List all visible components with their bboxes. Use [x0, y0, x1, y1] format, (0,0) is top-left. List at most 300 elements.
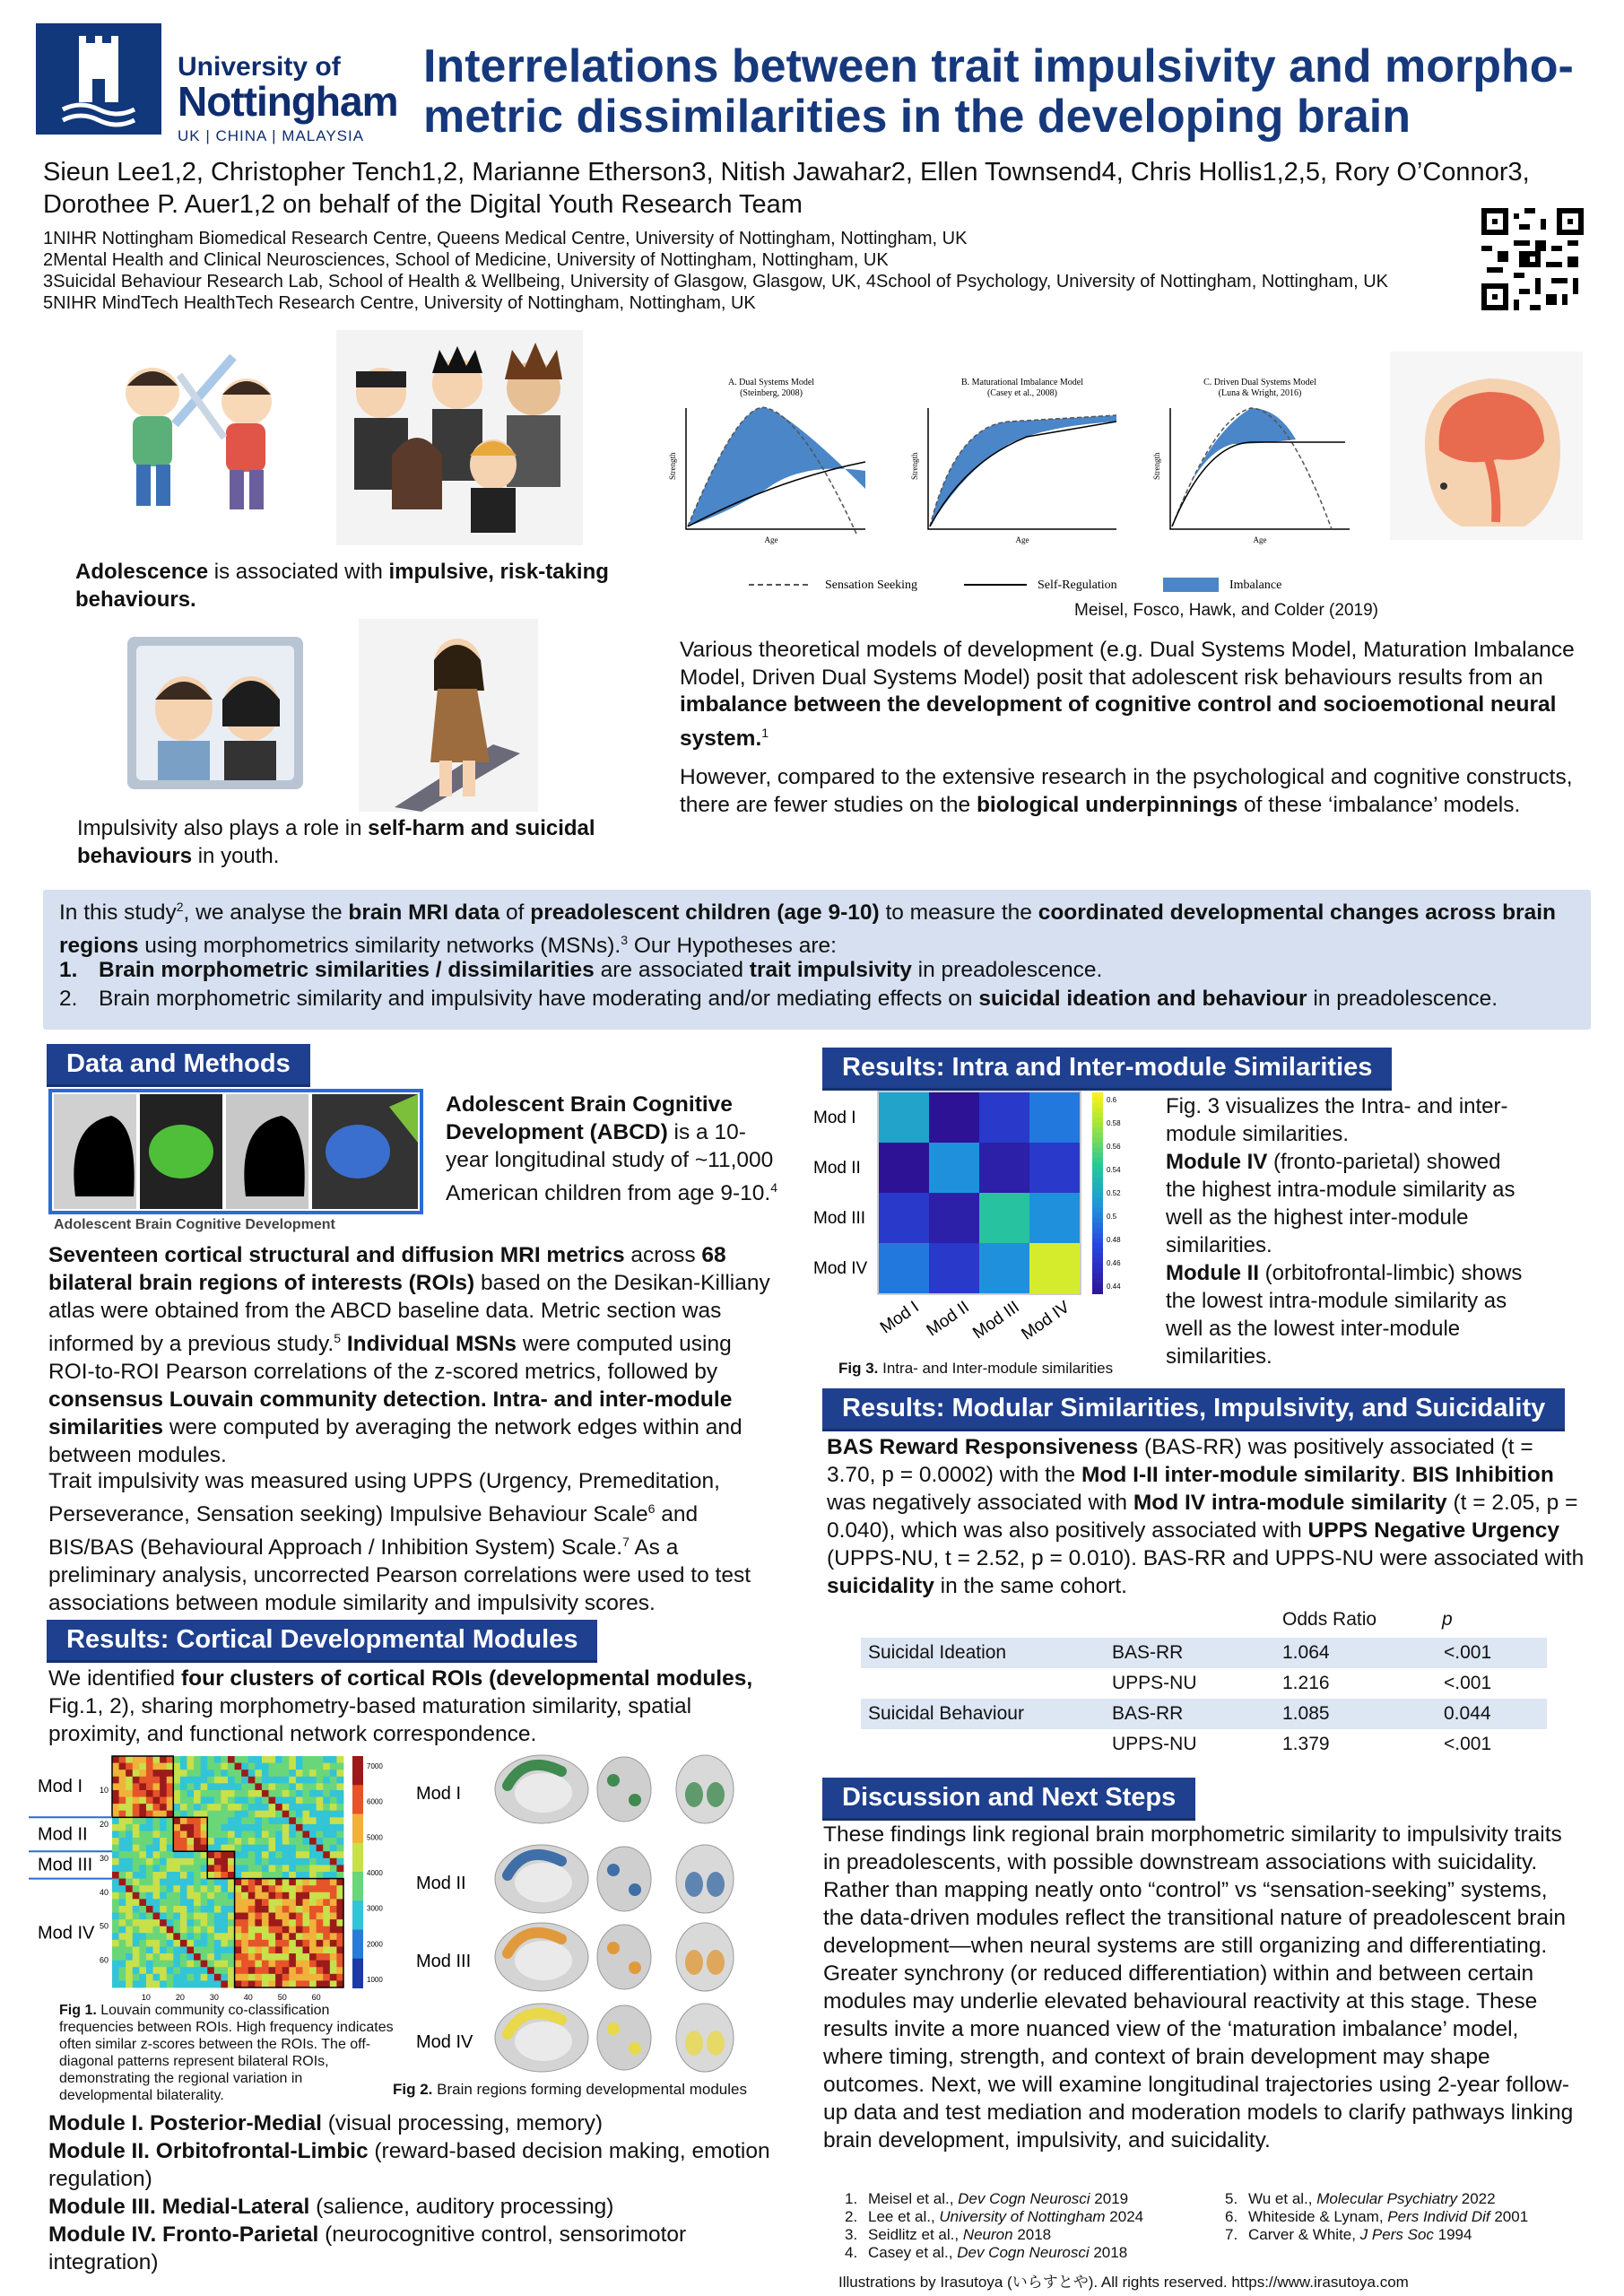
fig1-coclassification-matrix: [27, 1747, 404, 2034]
matrix-cell: [248, 1838, 256, 1845]
matrix-cell: [146, 1845, 153, 1852]
matrix-cell: [146, 1851, 153, 1858]
matrix-cell: [133, 1885, 140, 1892]
matrix-cell: [139, 1879, 146, 1886]
matrix-cell: [275, 1933, 282, 1940]
matrix-cell: [187, 1974, 194, 1981]
matrix-cell: [221, 1804, 228, 1811]
matrix-cell: [336, 1783, 343, 1790]
matrix-cell: [323, 1783, 330, 1790]
matrix-cell: [262, 1879, 269, 1886]
matrix-cell: [221, 1763, 228, 1770]
matrix-cell: [323, 1892, 330, 1900]
matrix-cell: [248, 1946, 256, 1953]
matrix-cell: [289, 1967, 296, 1974]
matrix-cell: [173, 1838, 180, 1845]
matrix-cell: [201, 1872, 208, 1879]
matrix-cell: [282, 1845, 290, 1852]
matrix-cell: [119, 1790, 126, 1797]
matrix-cell: [336, 1858, 343, 1866]
matrix-cell: [187, 1783, 194, 1790]
matrix-cell: [241, 1913, 248, 1920]
matrix-cell: [296, 1980, 303, 1987]
heatmap-row-label: Mod III: [813, 1209, 866, 1228]
matrix-cell: [167, 1919, 174, 1926]
matrix-cell: [146, 1913, 153, 1920]
matrix-cell: [228, 1770, 235, 1777]
matrix-cell: [282, 1913, 290, 1920]
matrix-cell: [336, 1790, 343, 1797]
matrix-cell: [221, 1967, 228, 1974]
matrix-cell: [241, 1940, 248, 1947]
matrix-cell: [228, 1777, 235, 1784]
matrix-cell: [336, 1980, 343, 1987]
table-header-odds: Odds Ratio: [1282, 1609, 1377, 1630]
matrix-cell: [275, 1770, 282, 1777]
matrix-cell: [336, 1919, 343, 1926]
model-a-xlabel: Age: [764, 535, 778, 544]
modular-text: BAS Reward Responsiveness (BAS-RR) was positively associated (t = 3.70, p = 0.0002) with the Mod I-II inter-module similarity. BIS Inhibition was negatively associated with Mod IV intra-module similarity (t = 2.05, p = 0.040), which was also positively associated with UPPS Negative Urgency (UPPS-NU, t = 2.52, p = 0.010). BAS-RR and UPPS-NU were associated with suicidality in the same cohort.: [827, 1435, 1585, 1598]
matrix-cell: [248, 1953, 256, 1961]
heatmap-cell: [979, 1092, 1029, 1143]
matrix-cell: [201, 1811, 208, 1818]
matrix-cell: [194, 1899, 201, 1906]
matrix-cell: [262, 1797, 269, 1805]
matrix-cell: [126, 1967, 133, 1974]
matrix-cell: [201, 1913, 208, 1920]
matrix-cell: [235, 1783, 242, 1790]
colorbar-tick: 0.48: [1107, 1236, 1121, 1244]
matrix-cell: [187, 1824, 194, 1831]
matrix-cell: [255, 1777, 262, 1784]
model-title-a: A. Dual Systems Model: [727, 378, 815, 387]
matrix-cell: [289, 1919, 296, 1926]
matrix-cell: [275, 1913, 282, 1920]
matrix-cell: [302, 1974, 309, 1981]
matrix-cell: [201, 1763, 208, 1770]
matrix-cell: [317, 1824, 324, 1831]
brain-top: [597, 1925, 651, 1989]
matrix-cell: [262, 1865, 269, 1872]
matrix-cell: [153, 1926, 161, 1934]
matrix-cell: [302, 1940, 309, 1947]
matrix-cell: [228, 1933, 235, 1940]
colorbar-tick: 0.5: [1107, 1213, 1117, 1221]
matrix-cell: [112, 1872, 119, 1879]
matrix-cell: [269, 1933, 276, 1940]
matrix-cell: [119, 1980, 126, 1987]
matrix-cell: [133, 1797, 140, 1805]
matrix-cell: [133, 1926, 140, 1934]
matrix-cell: [194, 1797, 201, 1805]
matrix-cell: [248, 1783, 256, 1790]
matrix-cell: [133, 1838, 140, 1845]
module-region: [629, 1883, 641, 1896]
matrix-cell: [228, 1817, 235, 1824]
matrix-cell: [207, 1811, 214, 1818]
matrix-cell: [241, 1817, 248, 1824]
matrix-cell: [323, 1953, 330, 1961]
matrix-cell: [207, 1885, 214, 1892]
matrix-cell: [296, 1974, 303, 1981]
matrix-cell: [296, 1892, 303, 1900]
matrix-cell: [214, 1892, 221, 1900]
matrix-cell: [126, 1885, 133, 1892]
qr-code[interactable]: [1481, 208, 1584, 310]
matrix-cell: [201, 1858, 208, 1866]
matrix-cell: [269, 1783, 276, 1790]
matrix-cell: [126, 1865, 133, 1872]
matrix-cell: [235, 1899, 242, 1906]
matrix-cell: [275, 1961, 282, 1968]
matrix-colorbar-segment: [352, 1785, 363, 1814]
matrix-cell: [167, 1961, 174, 1968]
matrix-cell: [275, 1906, 282, 1913]
matrix-cell: [282, 1899, 290, 1906]
matrix-cell: [317, 1946, 324, 1953]
matrix-cell: [289, 1763, 296, 1770]
matrix-cell: [235, 1858, 242, 1866]
matrix-cell: [153, 1892, 161, 1900]
matrix-cell: [201, 1756, 208, 1763]
matrix-cell: [282, 1811, 290, 1818]
matrix-cell: [221, 1831, 228, 1838]
matrix-cell: [302, 1811, 309, 1818]
matrix-cell: [214, 1879, 221, 1886]
matrix-cell: [228, 1892, 235, 1900]
matrix-cell: [336, 1797, 343, 1805]
matrix-cell: [275, 1824, 282, 1831]
matrix-cell: [282, 1906, 290, 1913]
matrix-cell: [139, 1838, 146, 1845]
matrix-cell: [207, 1797, 214, 1805]
matrix-cell: [336, 1892, 343, 1900]
matrix-cell: [153, 1763, 161, 1770]
matrix-cell: [167, 1865, 174, 1872]
matrix-cell: [221, 1817, 228, 1824]
matrix-cell: [160, 1851, 167, 1858]
abcd-text: Adolescent Brain Cognitive Development (ABCD) is a 10-year longitudinal study of ~11,000 American children from age 9-10.$^4$: [446, 1092, 778, 1206]
matrix-cell: [126, 1961, 133, 1968]
matrix-cell: [289, 1817, 296, 1824]
matrix-cell: [126, 1845, 133, 1852]
matrix-cell: [160, 1777, 167, 1784]
matrix-cell: [139, 1770, 146, 1777]
matrix-cell: [269, 1804, 276, 1811]
matrix-cell: [133, 1974, 140, 1981]
matrix-cell: [119, 1783, 126, 1790]
table-cell: 1.064: [1282, 1642, 1330, 1663]
matrix-cell: [289, 1865, 296, 1872]
hypothesis-2: 2. Brain morphometric similarity and impulsivity have moderating and/or mediating effects on suicidal ideation and behaviour in preadolescence.: [59, 987, 1498, 1011]
matrix-cell: [228, 1980, 235, 1987]
matrix-cell: [173, 1783, 180, 1790]
matrix-cell: [241, 1811, 248, 1818]
matrix-cell: [221, 1811, 228, 1818]
matrix-cell: [126, 1919, 133, 1926]
matrix-cell: [296, 1906, 303, 1913]
matrix-cell: [235, 1763, 242, 1770]
matrix-cell: [289, 1885, 296, 1892]
matrix-colorbar-tick: 4000: [367, 1869, 383, 1877]
matrix-cell: [201, 1838, 208, 1845]
matrix-cell: [133, 1946, 140, 1953]
matrix-cell: [126, 1892, 133, 1900]
matrix-cell: [241, 1980, 248, 1987]
matrix-cell: [126, 1913, 133, 1920]
matrix-cell: [248, 1899, 256, 1906]
matrix-cell: [309, 1790, 317, 1797]
matrix-cell: [180, 1967, 187, 1974]
matrix-cell: [187, 1926, 194, 1934]
matrix-cell: [289, 1953, 296, 1961]
matrix-cell: [214, 1838, 221, 1845]
matrix-cell: [119, 1811, 126, 1818]
matrix-cell: [275, 1804, 282, 1811]
matrix-colorbar-tick: 7000: [367, 1762, 383, 1770]
matrix-cell: [228, 1858, 235, 1866]
matrix-cell: [262, 1777, 269, 1784]
matrix-cell: [336, 1831, 343, 1838]
matrix-cell: [133, 1858, 140, 1866]
matrix-cell: [282, 1783, 290, 1790]
matrix-cell: [214, 1824, 221, 1831]
matrix-cell: [139, 1804, 146, 1811]
matrix-cell: [302, 1770, 309, 1777]
matrix-cell: [160, 1933, 167, 1940]
matrix-cell: [173, 1879, 180, 1886]
matrix-cell: [302, 1879, 309, 1886]
matrix-cell: [323, 1838, 330, 1845]
matrix-cell: [201, 1817, 208, 1824]
matrix-cell: [282, 1885, 290, 1892]
matrix-cell: [289, 1770, 296, 1777]
matrix-cell: [187, 1838, 194, 1845]
matrix-cell: [146, 1980, 153, 1987]
matrix-cell: [282, 1961, 290, 1968]
affiliation-1: 1NIHR Nottingham Biomedical Research Centre, Queens Medical Centre, University of Nottingham, Nottingham, UK: [43, 229, 968, 248]
matrix-cell: [282, 1892, 290, 1900]
matrix-cell: [235, 1885, 242, 1892]
matrix-cell: [248, 1919, 256, 1926]
matrix-cell: [133, 1980, 140, 1987]
module-region: [685, 2031, 703, 2056]
matrix-cell: [235, 1777, 242, 1784]
matrix-cell: [282, 1967, 290, 1974]
heatmap-row-label: Mod IV: [813, 1259, 868, 1278]
matrix-cell: [221, 1961, 228, 1968]
matrix-cell: [302, 1831, 309, 1838]
matrix-cell: [173, 1946, 180, 1953]
matrix-cell: [269, 1967, 276, 1974]
logo-line3: UK | CHINA | MALAYSIA: [178, 127, 365, 144]
matrix-cell: [241, 1770, 248, 1777]
matrix-cell: [309, 1858, 317, 1866]
matrix-cell: [180, 1980, 187, 1987]
matrix-cell: [228, 1961, 235, 1968]
matrix-cell: [112, 1906, 119, 1913]
matrix-cell: [167, 1783, 174, 1790]
matrix-cell: [112, 1756, 119, 1763]
matrix-cell: [289, 1824, 296, 1831]
references-right: [1225, 2190, 1528, 2244]
matrix-cell: [119, 1913, 126, 1920]
matrix-cell: [323, 1974, 330, 1981]
matrix-cell: [146, 1933, 153, 1940]
matrix-cell: [323, 1763, 330, 1770]
matrix-cell: [119, 1926, 126, 1934]
matrix-cell: [221, 1913, 228, 1920]
matrix-cell: [289, 1933, 296, 1940]
matrix-y-tick: 10: [99, 1785, 109, 1795]
matrix-cell: [173, 1919, 180, 1926]
matrix-cell: [330, 1926, 337, 1934]
matrix-cell: [241, 1899, 248, 1906]
matrix-cell: [201, 1783, 208, 1790]
matrix-cell: [112, 1845, 119, 1852]
matrix-cell: [269, 1770, 276, 1777]
matrix-cell: [160, 1838, 167, 1845]
matrix-cell: [302, 1913, 309, 1920]
matrix-cell: [255, 1817, 262, 1824]
matrix-cell: [194, 1913, 201, 1920]
matrix-cell: [296, 1770, 303, 1777]
models-text-2: However, compared to the extensive research in the psychological and cognitive constructs, there are fewer studies on the biological underpinnings of these ‘imbalance’ models.: [680, 765, 1573, 817]
matrix-cell: [160, 1831, 167, 1838]
matrix-cell: [309, 1980, 317, 1987]
matrix-cell: [309, 1756, 317, 1763]
matrix-cell: [160, 1824, 167, 1831]
matrix-cell: [187, 1797, 194, 1805]
matrix-cell: [214, 1974, 221, 1981]
matrix-cell: [207, 1980, 214, 1987]
matrix-cell: [119, 1892, 126, 1900]
matrix-x-tick: 40: [243, 1993, 253, 2002]
matrix-cell: [282, 1926, 290, 1934]
matrix-cell: [160, 1940, 167, 1947]
colorbar-tick: 0.58: [1107, 1119, 1121, 1127]
matrix-cell: [235, 1770, 242, 1777]
matrix-cell: [289, 1756, 296, 1763]
matrix-cell: [255, 1892, 262, 1900]
table-cell: 1.216: [1282, 1673, 1330, 1693]
heatmap-cell: [879, 1243, 929, 1293]
matrix-cell: [160, 1906, 167, 1913]
heatmap-cell: [979, 1243, 1029, 1293]
matrix-cell: [160, 1953, 167, 1961]
matrix-cell: [126, 1926, 133, 1934]
matrix-cell: [275, 1974, 282, 1981]
matrix-cell: [180, 1824, 187, 1831]
matrix-cell: [330, 1974, 337, 1981]
matrix-cell: [187, 1763, 194, 1770]
matrix-cell: [228, 1756, 235, 1763]
matrix-cell: [119, 1872, 126, 1879]
matrix-cell: [241, 1885, 248, 1892]
matrix-cell: [323, 1811, 330, 1818]
matrix-colorbar-tick: 1000: [367, 1976, 383, 1984]
matrix-cell: [133, 1953, 140, 1961]
matrix-cell: [187, 1756, 194, 1763]
matrix-cell: [173, 1851, 180, 1858]
matrix-cell: [214, 1913, 221, 1920]
matrix-cell: [153, 1865, 161, 1872]
matrix-cell: [173, 1967, 180, 1974]
matrix-cell: [201, 1974, 208, 1981]
matrix-cell: [167, 1824, 174, 1831]
matrix-cell: [275, 1790, 282, 1797]
matrix-cell: [187, 1892, 194, 1900]
matrix-cell: [309, 1783, 317, 1790]
matrix-cell: [133, 1770, 140, 1777]
matrix-cell: [214, 1940, 221, 1947]
matrix-cell: [330, 1892, 337, 1900]
matrix-cell: [119, 1804, 126, 1811]
matrix-colorbar-segment: [352, 1900, 363, 1930]
matrix-cell: [153, 1790, 161, 1797]
matrix-cell: [153, 1913, 161, 1920]
matrix-cell: [146, 1817, 153, 1824]
fig3-heatmap: [812, 1085, 1166, 1374]
matrix-cell: [228, 1913, 235, 1920]
heatmap-col-label: Mod IV: [1018, 1297, 1073, 1344]
matrix-cell: [269, 1940, 276, 1947]
authors-line1: Sieun Lee1,2, Christopher Tench1,2, Marianne Etherson3, Nitish Jawahar2, Ellen Townsend4, Chris Hollis1,2,5, Rory O’Connor3,: [43, 158, 1530, 187]
logo-line1: University of: [178, 52, 341, 82]
matrix-cell: [207, 1913, 214, 1920]
matrix-cell: [112, 1804, 119, 1811]
matrix-cell: [262, 1804, 269, 1811]
matrix-cell: [289, 1831, 296, 1838]
matrix-cell: [275, 1817, 282, 1824]
matrix-cell: [228, 1953, 235, 1961]
matrix-cell: [207, 1879, 214, 1886]
poster-title-line2: metric dissimilarities in the developing brain: [423, 91, 1411, 143]
matrix-cell: [241, 1967, 248, 1974]
hypotheses-box: [43, 890, 1591, 1030]
matrix-cell: [126, 1804, 133, 1811]
module-region: [629, 1794, 641, 1806]
matrix-cell: [180, 1961, 187, 1968]
matrix-cell: [201, 1777, 208, 1784]
matrix-cell: [187, 1817, 194, 1824]
matrix-cell: [323, 1940, 330, 1947]
matrix-cell: [275, 1777, 282, 1784]
module-3-item: Module III. Medial-Lateral (salience, auditory processing): [48, 2195, 614, 2219]
matrix-cell: [146, 1953, 153, 1961]
matrix-cell: [255, 1797, 262, 1805]
matrix-cell: [112, 1770, 119, 1777]
matrix-cell: [119, 1756, 126, 1763]
matrix-cell: [153, 1879, 161, 1886]
matrix-cell: [207, 1926, 214, 1934]
matrix-cell: [330, 1879, 337, 1886]
matrix-cell: [323, 1899, 330, 1906]
matrix-cell: [119, 1879, 126, 1886]
matrix-cell: [323, 1879, 330, 1886]
matrix-cell: [201, 1770, 208, 1777]
matrix-cell: [221, 1783, 228, 1790]
matrix-cell: [235, 1824, 242, 1831]
matrix-cell: [228, 1940, 235, 1947]
matrix-cell: [323, 1845, 330, 1852]
matrix-cell: [262, 1770, 269, 1777]
matrix-cell: [221, 1797, 228, 1805]
matrix-cell: [173, 1831, 180, 1838]
matrix-colorbar-segment: [352, 1930, 363, 1960]
dual-systems-models-figure: [668, 372, 1394, 614]
matrix-cell: [180, 1933, 187, 1940]
